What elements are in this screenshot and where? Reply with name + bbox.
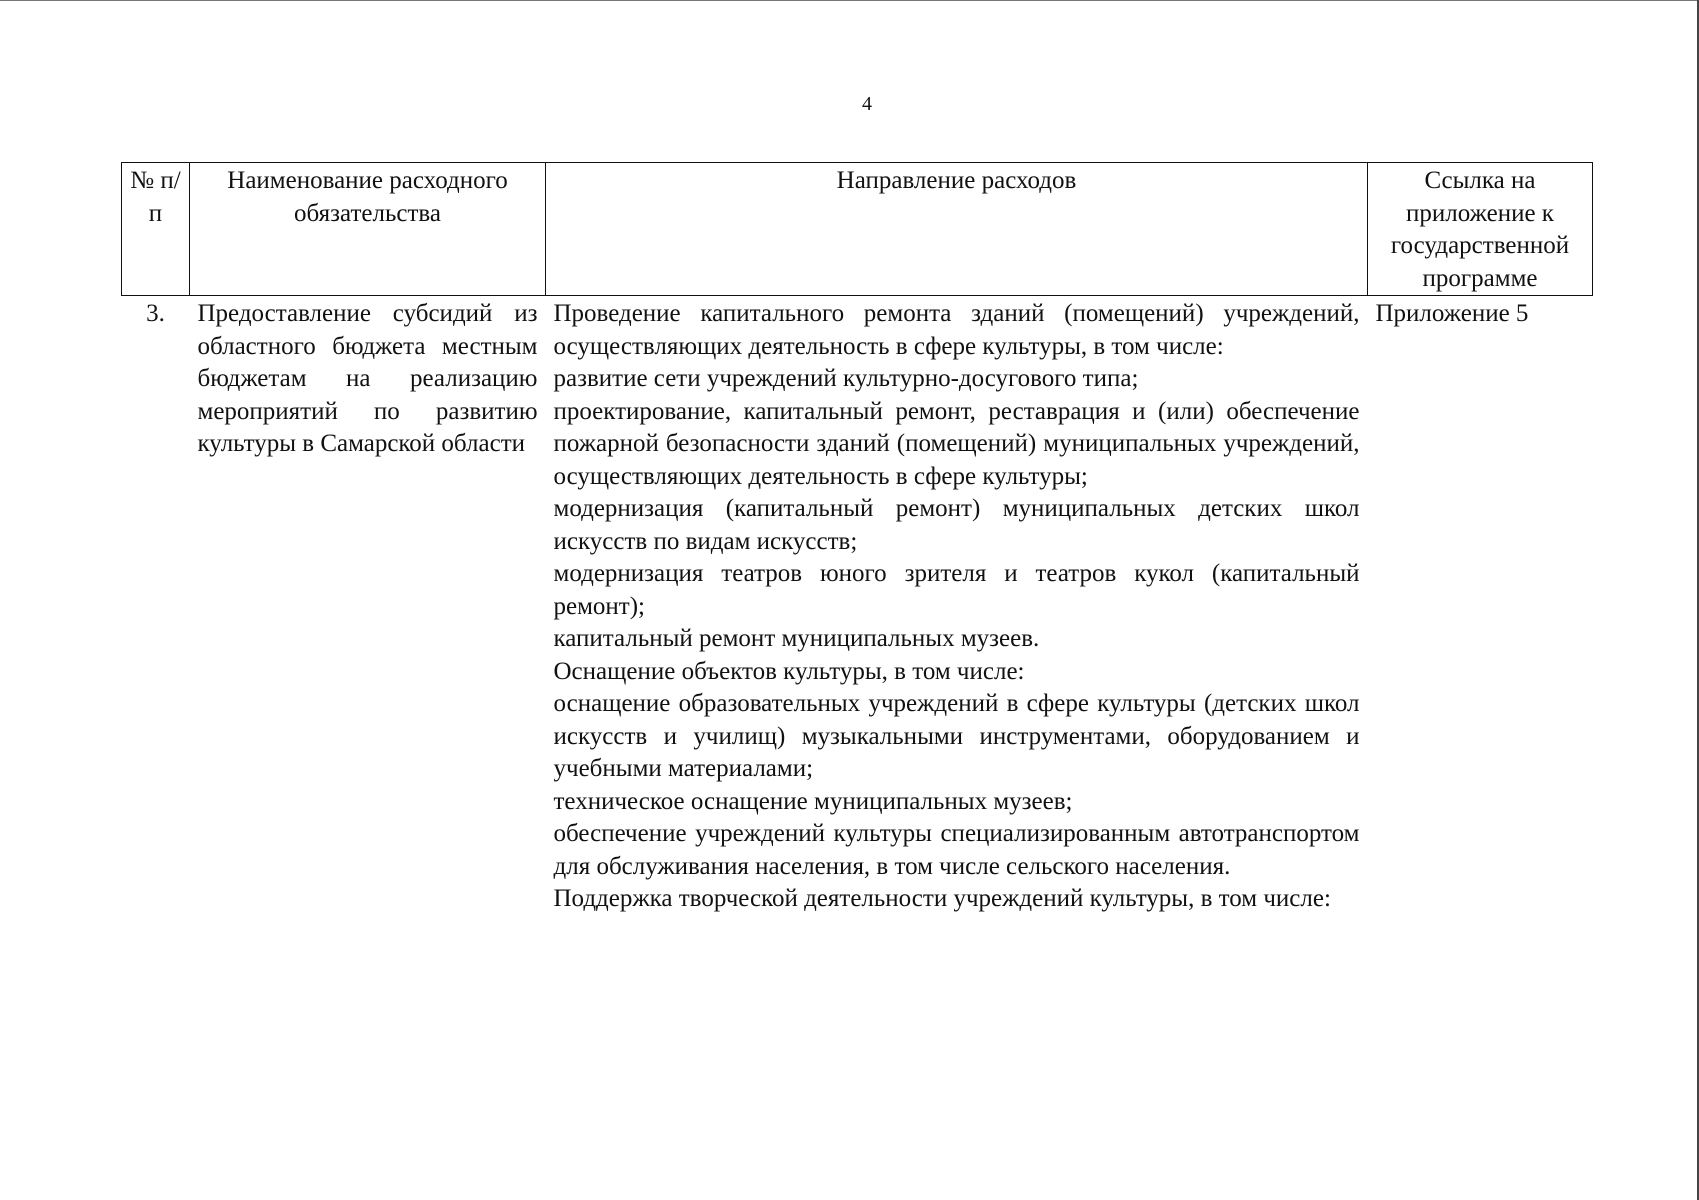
header-program-reference: Ссылка на приложение к государственной программе — [1368, 163, 1593, 296]
row-obligation-name: Предоставление субсидий из областного бюджета местным бюджетам на реализацию мероприятий по развитию культуры в Самарской области — [197, 300, 538, 457]
direction-item: обеспечение учреждений культуры специализированным автотранспортом для обслуживания населения, в том числе сельского населения. — [553, 820, 1360, 880]
row-program-reference: Приложение 5 — [1375, 300, 1529, 327]
direction-item: оснащение образовательных учреждений в сфере культуры (детских школ искусств и училищ) музыкальными инструментами, оборудованием и учебными материалами; — [553, 690, 1360, 782]
header-obligation-name: Наименование расходного обязательства — [190, 163, 546, 296]
direction-item: Поддержка творческой деятельности учреждений культуры, в том числе: — [553, 885, 1331, 912]
direction-item: модернизация театров юного зрителя и театров кукол (капитальный ремонт); — [553, 560, 1360, 620]
direction-item: модернизация (капитальный ремонт) муниципальных детских школ искусств по видам искусств; — [553, 495, 1360, 555]
header-expense-direction: Направление расходов — [546, 163, 1368, 296]
table-header-row — [122, 163, 1593, 296]
table-row — [122, 296, 1593, 916]
scan-top-edge — [0, 0, 1699, 1]
row-number: 3. — [146, 300, 165, 327]
direction-item: Оснащение объектов культуры, в том числе: — [553, 657, 1025, 685]
page-number: 4 — [862, 93, 872, 115]
direction-item: техническое оснащение муниципальных музеев; — [553, 787, 1073, 815]
expense-obligations-table — [121, 162, 1593, 916]
direction-item: Проведение капитального ремонта зданий (помещений) учреждений, осуществляющих деятельность в сфере культуры, в том числе: — [553, 300, 1360, 360]
direction-item: капитальный ремонт муниципальных музеев. — [553, 625, 1040, 652]
direction-item: проектирование, капитальный ремонт, реставрация и (или) обеспечение пожарной безопасности зданий (помещений) муниципальных учреждений, осуществляющих деятельность в сфере культуры; — [553, 397, 1360, 490]
header-number: № п/п — [122, 163, 190, 296]
row-expense-directions — [546, 296, 1368, 916]
direction-item: развитие сети учреждений культурно-досугового типа; — [553, 365, 1139, 392]
